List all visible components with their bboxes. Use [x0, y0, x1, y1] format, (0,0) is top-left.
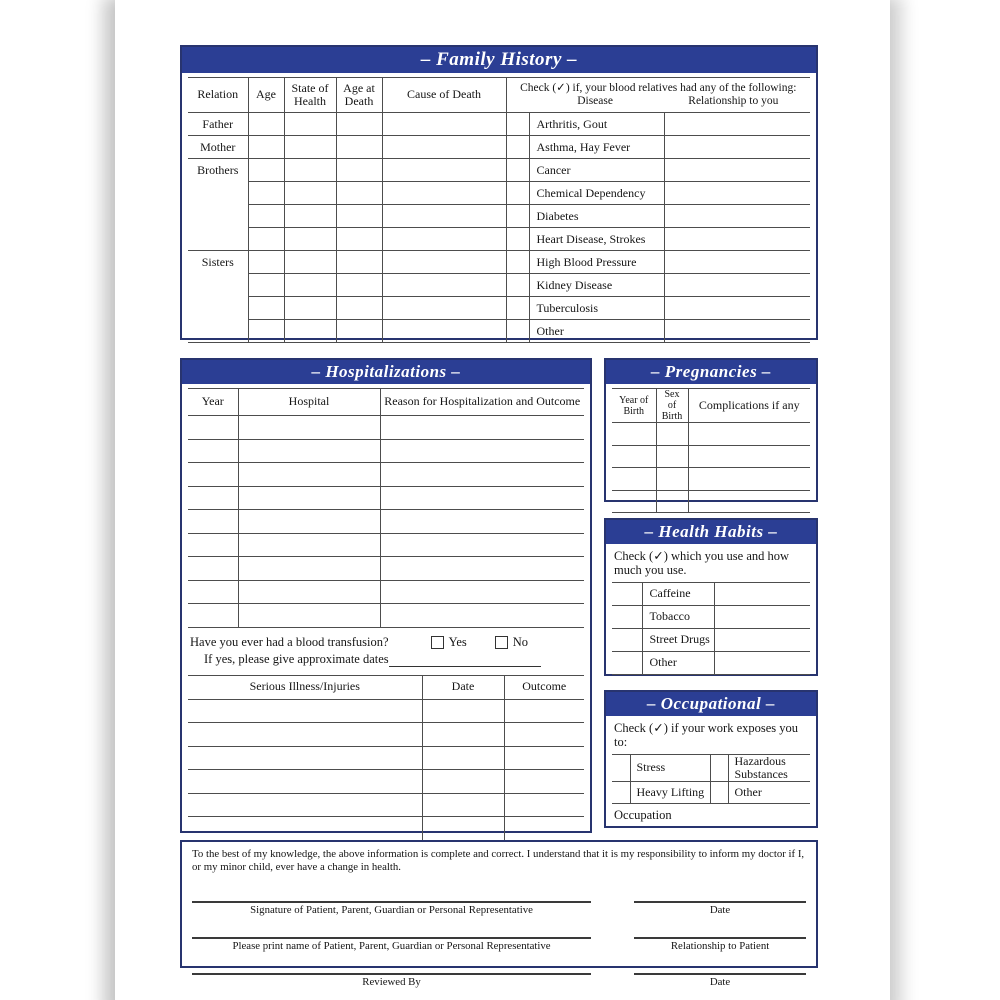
input-cell[interactable]: [284, 320, 336, 343]
relationship-cell[interactable]: [664, 274, 810, 297]
input-cell[interactable]: [238, 486, 380, 510]
input-cell[interactable]: [612, 445, 656, 468]
input-cell[interactable]: [336, 251, 382, 274]
pregnancies-title: – Pregnancies –: [606, 360, 816, 384]
table-row: [188, 274, 810, 297]
family-history-header-row: [188, 78, 810, 113]
health-habits-title: – Health Habits –: [606, 520, 816, 544]
col-cause-of-death: Cause of Death: [382, 78, 506, 113]
check-cell[interactable]: [612, 582, 642, 605]
input-cell[interactable]: [422, 746, 504, 770]
input-cell[interactable]: [504, 723, 584, 747]
exposure-label: Other: [728, 781, 810, 803]
col-sex-of-birth: Sex of Birth: [656, 389, 688, 423]
table-row: [188, 604, 584, 628]
input-cell[interactable]: [336, 113, 382, 136]
input-cell[interactable]: [380, 439, 584, 463]
col-state-of-health: State of Health: [284, 78, 336, 113]
input-cell[interactable]: [504, 770, 584, 794]
input-cell[interactable]: [188, 533, 238, 557]
table-row: [188, 251, 810, 274]
check-cell[interactable]: [612, 754, 630, 781]
disease-label: High Blood Pressure: [529, 251, 664, 274]
dates-prompt: If yes, please give approximate dates: [204, 651, 389, 666]
input-cell[interactable]: [248, 205, 284, 228]
input-cell[interactable]: [336, 320, 382, 343]
input-cell[interactable]: [188, 817, 422, 841]
no-label: No: [512, 634, 529, 649]
relation-brothers: Brothers: [188, 159, 248, 251]
input-cell[interactable]: [612, 468, 656, 491]
input-cell[interactable]: [336, 274, 382, 297]
input-cell[interactable]: [714, 605, 810, 628]
input-cell[interactable]: [238, 463, 380, 487]
input-cell[interactable]: [336, 297, 382, 320]
input-cell[interactable]: [380, 557, 584, 581]
input-cell[interactable]: [188, 746, 422, 770]
table-row: [612, 651, 810, 674]
dates-input-line[interactable]: [389, 654, 541, 667]
input-cell[interactable]: [382, 182, 506, 205]
table-row: [612, 781, 810, 803]
relationship-cell[interactable]: [664, 297, 810, 320]
input-cell[interactable]: [248, 228, 284, 251]
table-row: [188, 746, 584, 770]
reviewed-by-input-line[interactable]: [192, 963, 591, 975]
input-cell[interactable]: [688, 490, 810, 513]
check-cell[interactable]: [506, 297, 529, 320]
table-row: [188, 699, 584, 723]
input-cell[interactable]: [238, 533, 380, 557]
input-cell[interactable]: [714, 582, 810, 605]
exposure-label: Stress: [630, 754, 710, 781]
check-cell[interactable]: [506, 205, 529, 228]
disease-label: Chemical Dependency: [529, 182, 664, 205]
hospitalizations-table: [188, 388, 584, 628]
check-header-text: Check (✓) if, your blood relatives had any of the following:: [520, 82, 797, 95]
table-row: [188, 723, 584, 747]
disease-label: Cancer: [529, 159, 664, 182]
input-cell[interactable]: [422, 699, 504, 723]
input-cell[interactable]: [188, 557, 238, 581]
relation-father: Father: [188, 113, 248, 136]
input-cell[interactable]: [422, 817, 504, 841]
date-input-line[interactable]: [634, 963, 806, 975]
transfusion-question: Have you ever had a blood transfusion?: [190, 634, 389, 649]
print-name-input-line[interactable]: [192, 927, 591, 939]
relationship-label: Relationship to Patient: [670, 939, 770, 952]
health-habits-table: [612, 582, 810, 675]
table-row: [612, 490, 810, 513]
table-row: [612, 582, 810, 605]
check-cell[interactable]: [506, 274, 529, 297]
input-cell[interactable]: [284, 297, 336, 320]
table-row: [612, 423, 810, 446]
check-cell[interactable]: [612, 651, 642, 674]
col-year-of-birth: Year of Birth: [612, 389, 656, 423]
exposure-label: Heavy Lifting: [630, 781, 710, 803]
input-cell[interactable]: [188, 580, 238, 604]
input-cell[interactable]: [188, 793, 422, 817]
input-cell[interactable]: [238, 416, 380, 440]
col-age: Age: [248, 78, 284, 113]
serious-illness-table: [188, 675, 584, 841]
table-row: [188, 228, 810, 251]
input-cell[interactable]: [504, 746, 584, 770]
input-cell[interactable]: [656, 490, 688, 513]
input-cell[interactable]: [238, 439, 380, 463]
input-cell[interactable]: [284, 251, 336, 274]
occupation-label: Occupation: [614, 807, 672, 822]
signature-row: [192, 891, 806, 916]
habit-label: Street Drugs: [642, 628, 714, 651]
table-row: [188, 159, 810, 182]
signature-row: [192, 927, 806, 952]
col-hospital: Hospital: [238, 389, 380, 416]
input-cell[interactable]: [284, 205, 336, 228]
table-row: [188, 463, 584, 487]
input-cell[interactable]: [248, 297, 284, 320]
input-cell[interactable]: [284, 228, 336, 251]
input-cell[interactable]: [688, 423, 810, 446]
input-cell[interactable]: [380, 533, 584, 557]
table-row: [188, 439, 584, 463]
input-cell[interactable]: [612, 423, 656, 446]
input-cell[interactable]: [382, 320, 506, 343]
col-serious-illness: Serious Illness/Injuries: [188, 675, 422, 699]
input-cell[interactable]: [188, 439, 238, 463]
input-cell[interactable]: [504, 793, 584, 817]
relation-mother: Mother: [188, 136, 248, 159]
hospitalizations-header-row: [188, 389, 584, 416]
disease-label: Arthritis, Gout: [529, 113, 664, 136]
input-cell[interactable]: [248, 251, 284, 274]
disease-label: Tuberculosis: [529, 297, 664, 320]
input-cell[interactable]: [188, 770, 422, 794]
table-row: [612, 754, 810, 781]
check-cell[interactable]: [612, 605, 642, 628]
subcol-disease: Disease: [577, 95, 613, 107]
occupational-table: [612, 754, 810, 804]
no-checkbox[interactable]: [495, 636, 508, 649]
relationship-cell[interactable]: [664, 320, 810, 343]
certification-statement: To the best of my knowledge, the above information is complete and correct. I understand that it is my responsibility to inform my doctor if I, or my minor child, ever have a change in health.: [192, 848, 805, 874]
disease-label: Diabetes: [529, 205, 664, 228]
table-row: [188, 770, 584, 794]
col-check-diseases: [506, 78, 810, 113]
hospitalizations-section: [180, 358, 592, 833]
relationship-cell[interactable]: [664, 205, 810, 228]
relation-sisters: Sisters: [188, 251, 248, 343]
paper-sheet: [115, 0, 890, 1000]
input-cell[interactable]: [504, 817, 584, 841]
table-row: [188, 136, 810, 159]
col-complications: Complications if any: [688, 389, 810, 423]
pregnancies-table: [612, 388, 810, 513]
date-input-line[interactable]: [634, 891, 806, 903]
hospitalizations-title: – Hospitalizations –: [182, 360, 590, 384]
occupational-instruction: Check (✓) if your work exposes you to:: [614, 721, 799, 750]
table-row: [188, 817, 584, 841]
input-cell[interactable]: [188, 416, 238, 440]
input-cell[interactable]: [380, 604, 584, 628]
input-cell[interactable]: [656, 423, 688, 446]
input-cell[interactable]: [284, 113, 336, 136]
exposure-label: Hazardous Substances: [728, 754, 810, 781]
input-cell[interactable]: [336, 182, 382, 205]
table-row: [188, 320, 810, 343]
input-cell[interactable]: [382, 297, 506, 320]
table-row: [188, 793, 584, 817]
serious-illness-header-row: [188, 675, 584, 699]
input-cell[interactable]: [422, 793, 504, 817]
input-cell[interactable]: [382, 274, 506, 297]
table-row: [188, 510, 584, 534]
col-year: Year: [188, 389, 238, 416]
input-cell[interactable]: [238, 580, 380, 604]
input-cell[interactable]: [188, 510, 238, 534]
input-cell[interactable]: [380, 486, 584, 510]
table-row: [188, 557, 584, 581]
input-cell[interactable]: [382, 113, 506, 136]
check-cell[interactable]: [506, 251, 529, 274]
table-row: [188, 113, 810, 136]
input-cell[interactable]: [380, 416, 584, 440]
family-history-section: [180, 45, 818, 340]
input-cell[interactable]: [238, 557, 380, 581]
disease-label: Other: [529, 320, 664, 343]
family-history-title: – Family History –: [182, 47, 816, 73]
col-outcome: Outcome: [504, 675, 584, 699]
input-cell[interactable]: [380, 510, 584, 534]
table-row: [188, 580, 584, 604]
table-row: [612, 445, 810, 468]
table-row: [188, 182, 810, 205]
col-reason: Reason for Hospitalization and Outcome: [380, 389, 584, 416]
table-row: [612, 468, 810, 491]
habit-label: Other: [642, 651, 714, 674]
input-cell[interactable]: [714, 628, 810, 651]
signature-label: Signature of Patient, Parent, Guardian or Personal Representative: [250, 903, 533, 916]
input-cell[interactable]: [238, 510, 380, 534]
input-cell[interactable]: [188, 604, 238, 628]
pregnancies-header-row: [612, 389, 810, 423]
input-cell[interactable]: [188, 699, 422, 723]
table-row: [188, 297, 810, 320]
relationship-cell[interactable]: [664, 251, 810, 274]
yes-checkbox[interactable]: [431, 636, 444, 649]
input-cell[interactable]: [284, 159, 336, 182]
input-cell[interactable]: [248, 136, 284, 159]
input-cell[interactable]: [382, 228, 506, 251]
input-cell[interactable]: [238, 604, 380, 628]
check-cell[interactable]: [612, 628, 642, 651]
habit-label: Caffeine: [642, 582, 714, 605]
input-cell[interactable]: [380, 463, 584, 487]
input-cell[interactable]: [336, 136, 382, 159]
pregnancies-section: [604, 358, 818, 502]
check-cell[interactable]: [710, 781, 728, 803]
input-cell[interactable]: [656, 468, 688, 491]
input-cell[interactable]: [188, 463, 238, 487]
disease-label: Kidney Disease: [529, 274, 664, 297]
input-cell[interactable]: [336, 228, 382, 251]
input-cell[interactable]: [382, 159, 506, 182]
table-row: [188, 486, 584, 510]
check-cell[interactable]: [506, 113, 529, 136]
input-cell[interactable]: [284, 136, 336, 159]
relationship-cell[interactable]: [664, 159, 810, 182]
print-name-label: Please print name of Patient, Parent, Guardian or Personal Representative: [232, 939, 551, 952]
input-cell[interactable]: [188, 723, 422, 747]
occupational-section: [604, 690, 818, 828]
yes-label: Yes: [448, 634, 467, 649]
input-cell[interactable]: [248, 274, 284, 297]
input-cell[interactable]: [612, 490, 656, 513]
habit-label: Tobacco: [642, 605, 714, 628]
table-row: [612, 605, 810, 628]
signature-input-line[interactable]: [192, 891, 591, 903]
input-cell[interactable]: [504, 699, 584, 723]
check-cell[interactable]: [506, 182, 529, 205]
table-row: [188, 416, 584, 440]
check-cell[interactable]: [506, 228, 529, 251]
check-cell[interactable]: [506, 159, 529, 182]
input-cell[interactable]: [248, 113, 284, 136]
col-date: Date: [422, 675, 504, 699]
col-age-at-death: Age at Death: [336, 78, 382, 113]
check-subheaders: [509, 95, 809, 108]
input-cell[interactable]: [422, 723, 504, 747]
input-cell[interactable]: [714, 651, 810, 674]
occupational-title: – Occupational –: [606, 692, 816, 716]
input-cell[interactable]: [336, 159, 382, 182]
date-label: Date: [709, 975, 731, 988]
health-habits-section: [604, 518, 818, 676]
input-cell[interactable]: [688, 445, 810, 468]
disease-label: Heart Disease, Strokes: [529, 228, 664, 251]
input-cell[interactable]: [284, 182, 336, 205]
input-cell[interactable]: [284, 274, 336, 297]
input-cell[interactable]: [380, 580, 584, 604]
relationship-cell[interactable]: [664, 136, 810, 159]
subcol-relationship: Relationship to you: [688, 95, 779, 107]
input-cell[interactable]: [688, 468, 810, 491]
family-history-table: [188, 77, 810, 343]
table-row: [188, 205, 810, 228]
input-cell[interactable]: [382, 205, 506, 228]
input-cell[interactable]: [382, 136, 506, 159]
input-cell[interactable]: [422, 770, 504, 794]
relationship-cell[interactable]: [664, 182, 810, 205]
input-cell[interactable]: [382, 251, 506, 274]
signature-section: [180, 840, 818, 988]
table-row: [612, 628, 810, 651]
transfusion-question-block: [190, 635, 584, 667]
input-cell[interactable]: [336, 205, 382, 228]
check-cell[interactable]: [612, 781, 630, 803]
disease-label: Asthma, Hay Fever: [529, 136, 664, 159]
relationship-input-line[interactable]: [634, 927, 806, 939]
col-relation: Relation: [188, 78, 248, 113]
date-label: Date: [709, 903, 731, 916]
check-cell[interactable]: [710, 754, 728, 781]
check-cell[interactable]: [506, 136, 529, 159]
reviewed-by-label: Reviewed By: [362, 975, 421, 988]
health-habits-instruction: Check (✓) which you use and how much you use.: [614, 549, 790, 578]
input-cell[interactable]: [248, 182, 284, 205]
check-cell[interactable]: [506, 320, 529, 343]
relationship-cell[interactable]: [664, 113, 810, 136]
signature-row: [192, 963, 806, 988]
relationship-cell[interactable]: [664, 228, 810, 251]
input-cell[interactable]: [248, 320, 284, 343]
input-cell[interactable]: [188, 486, 238, 510]
table-row: [188, 533, 584, 557]
input-cell[interactable]: [248, 159, 284, 182]
input-cell[interactable]: [656, 445, 688, 468]
